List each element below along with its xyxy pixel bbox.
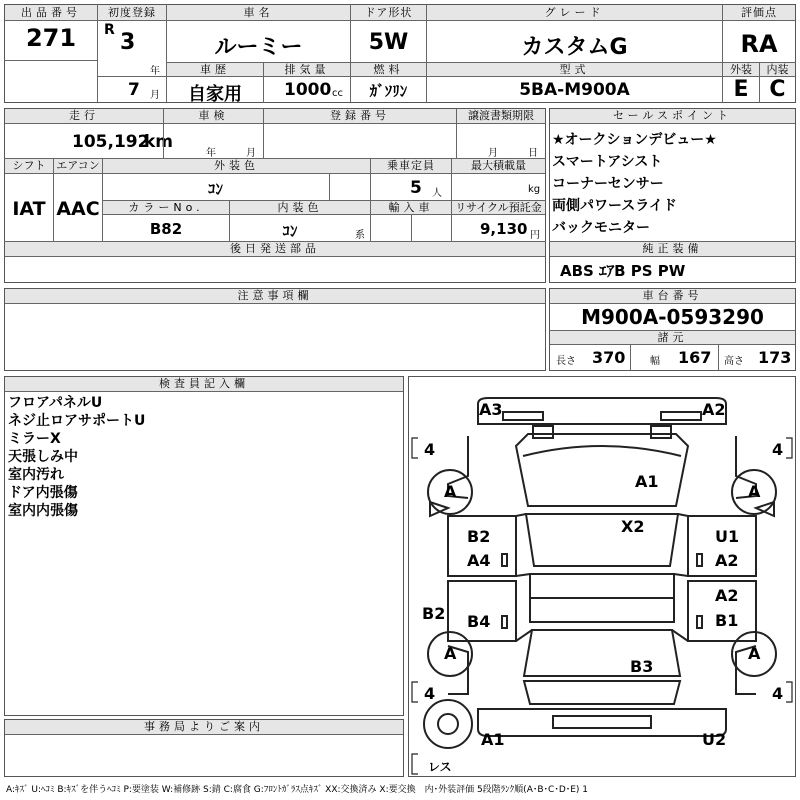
disp-value: 1000 xyxy=(284,80,332,100)
sales-item: バックモニター xyxy=(552,220,650,236)
spare-status: レス xyxy=(428,760,452,774)
door-label: ドア形状 xyxy=(351,5,426,21)
reg-month-unit: 月 xyxy=(150,90,160,101)
sales-list xyxy=(552,129,717,239)
ext-score: E xyxy=(733,77,749,102)
mark-a2-right2: A2 xyxy=(715,586,739,605)
width-label: 幅 xyxy=(650,356,660,367)
capacity-unit: 人 xyxy=(432,188,442,199)
ac-value: AAC xyxy=(56,198,100,220)
fuel-label: 燃料 xyxy=(351,63,426,77)
dims-label: 諸元 xyxy=(550,331,795,345)
office-label: 事務局よりご案内 xyxy=(5,720,403,735)
inspection-year-unit: 年 xyxy=(206,148,216,159)
mark-a2-front: A2 xyxy=(702,400,726,419)
import-label: 輸入車 xyxy=(371,201,451,215)
reg-era: R xyxy=(104,22,115,38)
recycle-label: リサイクル預託金 xyxy=(452,201,545,215)
mark-a4: A4 xyxy=(467,551,491,570)
model-value: 5BA-M900A xyxy=(519,80,630,100)
colorno-label: カラーNo. xyxy=(103,201,229,215)
car-name: ルーミー xyxy=(214,35,303,60)
tire-front-left: A xyxy=(444,482,457,501)
load-unit: kg xyxy=(528,184,541,195)
tread-rear-right: 4 xyxy=(772,684,784,703)
model-label: 型式 xyxy=(427,63,722,77)
history-value: 自家用 xyxy=(188,84,242,105)
recycle-value: 9,130 xyxy=(480,220,528,238)
inspector-item: ドア内張傷 xyxy=(8,485,78,501)
score-label: 評価点 xyxy=(723,5,795,21)
inspector-label: 検査員記入欄 xyxy=(5,377,403,392)
reg-year-unit: 年 xyxy=(150,66,160,77)
mark-b2-left: B2 xyxy=(422,604,446,623)
inspection-month-unit: 月 xyxy=(246,148,256,159)
sales-item: コーナーセンサー xyxy=(552,176,664,192)
chassis-label: 車台番号 xyxy=(550,289,795,304)
recycle-unit: 円 xyxy=(530,230,540,241)
tire-rear-left: A xyxy=(444,644,457,663)
mark-a3: A3 xyxy=(479,400,503,419)
height-label: 高さ xyxy=(724,356,744,367)
intcolor-value: ｺﾝ xyxy=(282,222,298,240)
equipment-label: 純正装備 xyxy=(550,242,795,257)
inspector-list xyxy=(8,394,145,520)
mileage-value: 105,192 xyxy=(72,132,150,152)
ext-label: 外装 xyxy=(723,63,759,77)
mark-u1: U1 xyxy=(715,527,740,546)
capacity-label: 乗車定員 xyxy=(371,159,451,174)
sales-item: 両側パワースライド xyxy=(552,198,677,214)
color-value: ｺﾝ xyxy=(207,180,223,198)
mark-b2: B2 xyxy=(467,527,491,546)
mileage-unit: km xyxy=(144,132,174,152)
length-value: 370 xyxy=(592,348,626,367)
disp-label: 排気量 xyxy=(264,63,350,77)
lot-number: 271 xyxy=(25,24,77,52)
equipment-value: ABS ｴｱB PS PW xyxy=(560,262,686,280)
sales-item: ★オークションデビュー★ xyxy=(552,132,717,148)
transfer-day-unit: 日 xyxy=(528,148,538,159)
mark-b1: B1 xyxy=(715,611,739,630)
name-label: 車名 xyxy=(167,5,350,21)
inspector-item: 室内内張傷 xyxy=(8,503,78,519)
mark-b3: B3 xyxy=(630,657,654,676)
height-value: 173 xyxy=(758,348,792,367)
mark-a2-right1: A2 xyxy=(715,551,739,570)
mark-x2: X2 xyxy=(621,517,645,536)
inspector-item: ミラーX xyxy=(8,431,61,447)
tread-front-left: 4 xyxy=(424,440,436,459)
tread-rear-left: 4 xyxy=(424,684,436,703)
int-score: C xyxy=(769,77,786,102)
tire-rear-right: A xyxy=(748,644,761,663)
later-label: 後日発送部品 xyxy=(5,242,545,257)
inspection-label: 車検 xyxy=(164,109,263,124)
shift-value: IAT xyxy=(12,198,46,220)
transfer-label: 譲渡書類期限 xyxy=(457,109,545,124)
color-label: 外装色 xyxy=(103,159,370,174)
length-label: 長さ xyxy=(556,356,576,367)
inspector-item: フロアパネルU xyxy=(8,395,103,411)
mark-a1-rear: A1 xyxy=(481,730,505,749)
mark-a1-hood: A1 xyxy=(635,472,659,491)
grade-label: グレード xyxy=(427,5,722,21)
mark-b4: B4 xyxy=(467,612,491,631)
car-outline xyxy=(408,376,796,777)
transfer-month-unit: 月 xyxy=(488,148,498,159)
inspector-item: ネジ止ロアサポートU xyxy=(8,413,146,429)
tread-front-right: 4 xyxy=(772,440,784,459)
ac-label: エアコン xyxy=(54,159,102,174)
int-label: 内装 xyxy=(760,63,795,77)
tire-front-right: A xyxy=(748,482,761,501)
disp-unit: cc xyxy=(332,88,343,99)
history-label: 車歴 xyxy=(167,63,263,77)
colorno-value: B82 xyxy=(149,220,183,238)
grade-value: カスタムG xyxy=(521,35,628,60)
reg-year: 3 xyxy=(120,30,136,55)
fuel-value: ｶﾞｿﾘﾝ xyxy=(369,82,408,100)
load-label: 最大積載量 xyxy=(452,159,545,174)
shift-label: シフト xyxy=(5,159,53,174)
chassis-value: M900A-0593290 xyxy=(581,305,764,329)
reg-month: 7 xyxy=(128,80,140,100)
score-value: RA xyxy=(740,30,778,58)
width-value: 167 xyxy=(678,348,712,367)
capacity-value: 5 xyxy=(410,178,422,198)
sales-item: スマートアシスト xyxy=(552,154,663,170)
door-type: 5W xyxy=(368,30,409,55)
intcolor-label: 内装色 xyxy=(230,201,370,215)
legend: A:ｷｽﾞ U:ﾍｺﾐ B:ｷｽﾞを伴うﾍｺﾐ P:要塗装 W:補修跡 S:錆 C:腐食 G:ﾌﾛﾝﾄｶﾞﾗｽ点ｷｽﾞ XX:交換済み X:要交換 内･外装評価 5段階ﾗﾝｸ順(A･B･C･D･E) 1 xyxy=(6,785,589,795)
mark-u2: U2 xyxy=(702,730,727,749)
mileage-label: 走行 xyxy=(5,109,163,124)
lot-label: 出品番号 xyxy=(5,5,97,21)
intcolor-unit: 系 xyxy=(355,230,365,241)
inspector-item: 室内汚れ xyxy=(8,467,64,483)
reg-label: 初度登録 xyxy=(98,5,166,21)
regno-label: 登録番号 xyxy=(264,109,456,124)
inspector-item: 天張しみ中 xyxy=(8,449,78,465)
sales-label: セールスポイント xyxy=(550,109,795,124)
notes-label: 注意事項欄 xyxy=(5,289,545,304)
